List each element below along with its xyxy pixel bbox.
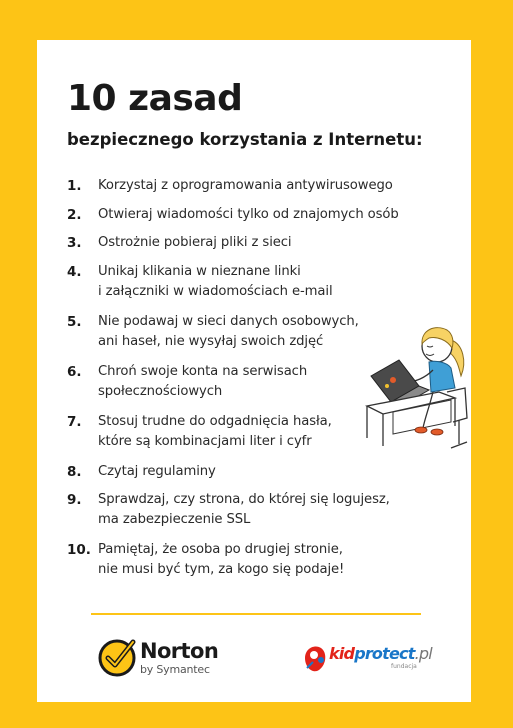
rule-number: 3. <box>67 235 82 251</box>
norton-by: by Symantec <box>140 663 210 676</box>
rule-number: 2. <box>67 207 82 223</box>
kidprotect-figure-icon <box>301 642 331 674</box>
rule-number: 1. <box>67 178 82 194</box>
poster-title: 10 zasad <box>67 78 243 119</box>
rule-number: 4. <box>67 264 82 280</box>
rule-number: 8. <box>67 464 82 480</box>
rule-number: 7. <box>67 414 82 430</box>
rule-number: 9. <box>67 492 82 508</box>
norton-logo <box>97 636 237 680</box>
rule-text: Otwieraj wiadomości tylko od znajomych osób <box>98 207 399 222</box>
rule-number: 6. <box>67 364 82 380</box>
girl-laptop-illustration <box>363 322 471 452</box>
norton-name: Norton <box>140 639 219 663</box>
rule-text: Ostrożnie pobieraj pliki z sieci <box>98 235 292 250</box>
rule-number: 10. <box>67 542 91 558</box>
rule-text: Nie podawaj w sieci danych osobowych, ani haseł, nie wysyłaj swoich zdjęć <box>98 314 359 349</box>
rule-text: Chroń swoje konta na serwisach społecznościowych <box>98 364 308 399</box>
kidprotect-name: kidprotect.pl <box>329 644 432 663</box>
rule-number: 5. <box>67 314 82 330</box>
kidprotect-logo <box>299 640 439 684</box>
rule-text: Pamiętaj, że osoba po drugiej stronie, nie musi być tym, za kogo się podaje! <box>98 542 345 577</box>
divider <box>91 613 421 615</box>
rule-text: Unikaj klikania w nieznane linki i załączniki w wiadomościach e-mail <box>98 264 333 299</box>
rule-text: Sprawdzaj, czy strona, do której się logujesz, ma zabezpieczenie SSL <box>98 492 390 527</box>
poster-card <box>37 40 471 702</box>
norton-check-icon <box>97 636 139 678</box>
kidprotect-sub: fundacja <box>391 663 417 670</box>
rule-text: Stosuj trudne do odgadnięcia hasła, które są kombinacjami liter i cyfr <box>98 414 332 449</box>
rule-text: Korzystaj z oprogramowania antywirusowego <box>98 178 393 193</box>
rule-text: Czytaj regulaminy <box>98 464 216 479</box>
poster-subtitle: bezpiecznego korzystania z Internetu: <box>67 130 423 149</box>
